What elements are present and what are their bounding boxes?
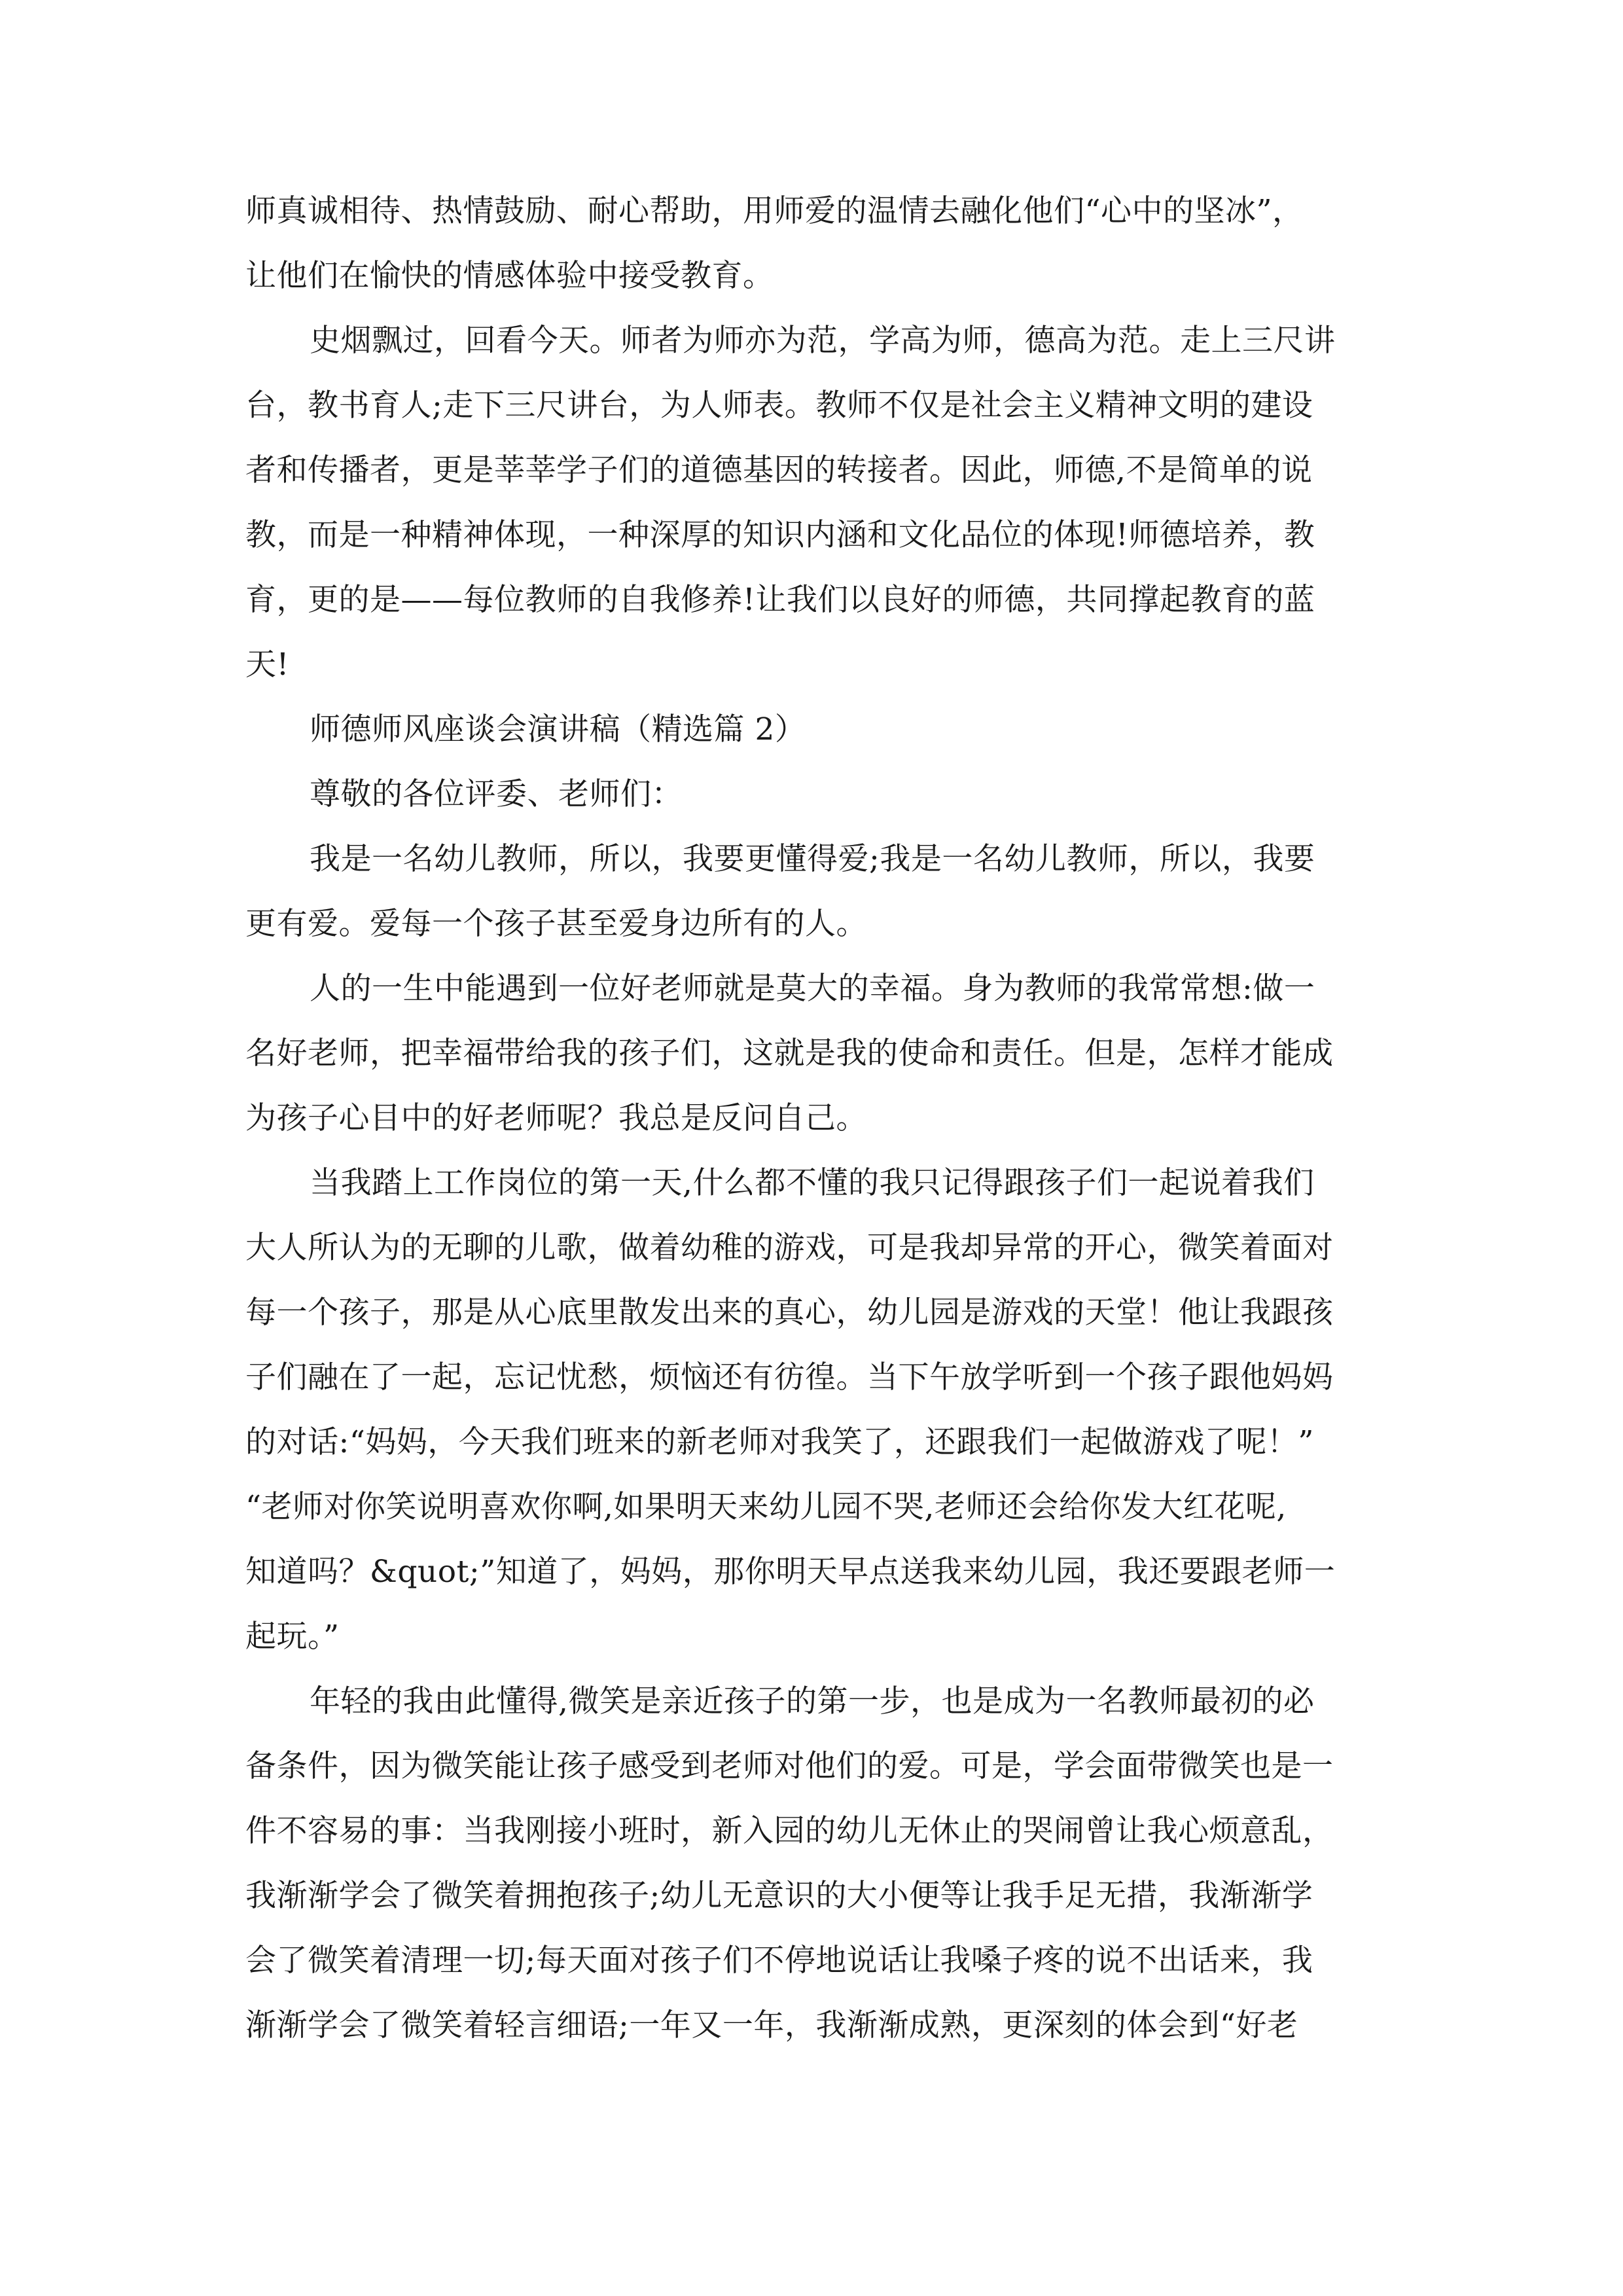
text-line: 为孩子心目中的好老师呢？我总是反问自己。	[245, 1100, 867, 1136]
text-line: 者和传播者，更是莘莘学子们的道德基因的转接者。因此，师德,不是简单的说	[245, 452, 1313, 488]
text-line: 起玩。”	[245, 1619, 340, 1655]
paragraph-start-line: 人的一生中能遇到一位好老师就是莫大的幸福。身为教师的我常常想:做一	[310, 971, 1315, 1007]
text-line: 我渐渐学会了微笑着拥抱孩子;幼儿无意识的大小便等让我手足无措，我渐渐学	[245, 1878, 1313, 1914]
text-line: 更有爱。爱每一个孩子甚至爱身边所有的人。	[245, 906, 867, 942]
paragraph-start-line: 当我踏上工作岗位的第一天,什么都不懂的我只记得跟孩子们一起说着我们	[310, 1165, 1315, 1201]
text-line: 知道吗？&quot;”知道了，妈妈，那你明天早点送我来幼儿园，我还要跟老师一	[245, 1554, 1336, 1590]
text-line: 师真诚相待、热情鼓励、耐心帮助，用师爱的温情去融化他们“心中的坚冰”，	[245, 193, 1304, 229]
text-line: 每一个孩子，那是从心底里散发出来的真心，幼儿园是游戏的天堂！他让我跟孩	[245, 1295, 1334, 1331]
paragraph-start-line: 年轻的我由此懂得,微笑是亲近孩子的第一步，也是成为一名教师最初的必	[310, 1683, 1315, 1719]
text-line: 天!	[245, 647, 289, 683]
text-line: 会了微笑着清理一切;每天面对孩子们不停地说话让我嗓子疼的说不出话来，我	[245, 1943, 1313, 1979]
text-line: 名好老师，把幸福带给我的孩子们，这就是我的使命和责任。但是，怎样才能成	[245, 1035, 1334, 1071]
text-line: 育，更的是——每位教师的自我修养!让我们以良好的师德，共同撑起教育的蓝	[245, 582, 1315, 618]
text-line: “老师对你笑说明喜欢你啊,如果明天来幼儿园不哭,老师还会给你发大红花呢,	[245, 1489, 1287, 1525]
text-line: 让他们在愉快的情感体验中接受教育。	[245, 258, 774, 294]
paragraph-start-line: 尊敬的各位评委、老师们：	[310, 776, 683, 812]
text-line: 教，而是一种精神体现，一种深厚的知识内涵和文化品位的体现!师德培养，教	[245, 517, 1315, 553]
text-line: 子们融在了一起，忘记忧愁，烦恼还有彷徨。当下午放学听到一个孩子跟他妈妈	[245, 1359, 1334, 1395]
text-line: 大人所认为的无聊的儿歌，做着幼稚的游戏，可是我却异常的开心，微笑着面对	[245, 1230, 1334, 1266]
text-line: 件不容易的事：当我刚接小班时，新入园的幼儿无休止的哭闹曾让我心烦意乱，	[245, 1813, 1334, 1849]
text-line: 的对话:“妈妈，今天我们班来的新老师对我笑了，还跟我们一起做游戏了呢！”	[245, 1424, 1314, 1460]
text-line: 渐渐学会了微笑着轻言细语;一年又一年，我渐渐成熟，更深刻的体会到“好老	[245, 2007, 1298, 2043]
paragraph-start-line: 我是一名幼儿教师，所以，我要更懂得爱;我是一名幼儿教师，所以，我要	[310, 841, 1315, 877]
paragraph-start-line: 史烟飘过，回看今天。师者为师亦为范，学高为师，德高为范。走上三尺讲	[310, 323, 1336, 359]
paragraph-start-line: 师德师风座谈会演讲稿（精选篇 2）	[310, 711, 806, 747]
text-line: 备条件，因为微笑能让孩子感受到老师对他们的爱。可是，学会面带微笑也是一	[245, 1748, 1334, 1784]
body-text	[245, 190, 1378, 2069]
text-line: 台，教书育人;走下三尺讲台，为人师表。教师不仅是社会主义精神文明的建设	[245, 387, 1313, 423]
